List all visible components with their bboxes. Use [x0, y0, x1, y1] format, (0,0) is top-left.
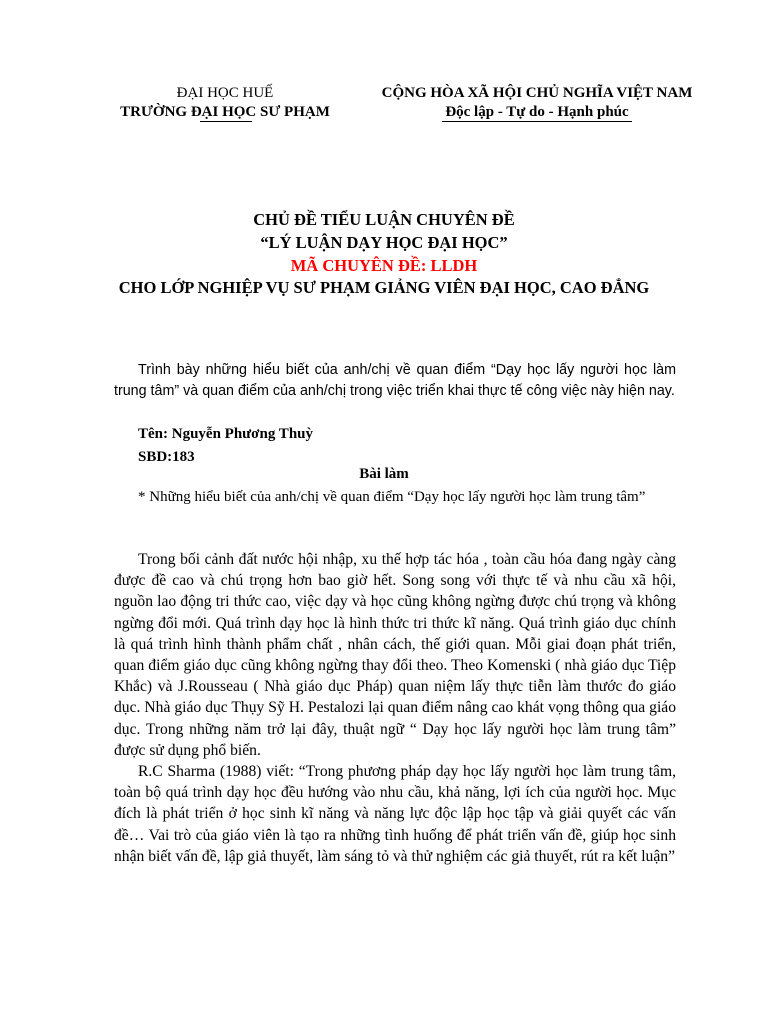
header-right: [362, 84, 712, 122]
national-motto: Độc lập - Tự do - Hạnh phúc: [445, 104, 629, 120]
section-heading-text: * Những hiểu biết của anh/chị về quan điểm “Dạy học lấy người học làm trung tâm”: [138, 489, 646, 505]
title-line-4: CHO LỚP NGHIỆP VỤ SƯ PHẠM GIẢNG VIÊN ĐẠI HỌC, CAO ĐẲNG: [118, 278, 650, 297]
school-name: TRƯỜNG ĐẠI HỌC SƯ PHẠM: [120, 104, 330, 120]
assignment-prompt: [114, 360, 676, 401]
title-line-1: CHỦ ĐỀ TIỂU LUẬN CHUYÊN ĐỀ: [253, 210, 515, 229]
topic-code: MÃ CHUYÊN ĐỀ: LLDH: [290, 256, 478, 275]
section-heading: [114, 487, 676, 508]
header-left-underline: [200, 121, 252, 122]
header-left: [104, 84, 346, 122]
assignment-prompt-text: Trình bày những hiểu biết của anh/chị về quan điểm “Dạy học lấy người học làm trung tâm” và quan điểm của anh/chị trong việc triển khai thực tế công việc này hiện nay.: [114, 362, 676, 399]
paragraph: R.C Sharma (1988) viết: “Trong phương pháp dạy học lấy người học làm trung tâm, toàn bộ quá trình dạy học đều hướng vào nhu cầu, khả năng, lợi ích của người học. Mục đích là phát triển ở học sinh kĩ năng và năng lực độc lập học tập và giải quyết các vấn đề… Vai trò của giáo viên là tạo ra những tình huống để phát triển vấn đề, giúp học sinh nhận biết vấn đề, lập giả thuyết, làm sáng tỏ và thử nghiệm các giả thuyết, rút ra kết luận”: [114, 763, 676, 865]
header-right-underline: [442, 121, 632, 122]
body-text: [114, 549, 676, 867]
title-line-2: “LÝ LUẬN DẠY HỌC ĐẠI HỌC”: [260, 233, 508, 252]
university-name: ĐẠI HỌC HUẾ: [176, 85, 274, 101]
national-title: CỘNG HÒA XÃ HỘI CHỦ NGHĨA VIỆT NAM: [381, 85, 693, 101]
answer-heading: Bài làm: [359, 466, 409, 482]
student-name: Tên: Nguyễn Phương Thuỳ: [138, 426, 313, 442]
paragraph: Trong bối cảnh đất nước hội nhập, xu thế hợp tác hóa , toàn cầu hóa đang ngày càng được đề cao và chú trọng hơn bao giờ hết. Song song với thực tế và nhu cầu xã hội, nguồn lao động tri thức cao, việc dạy và học cũng không ngừng được chú trọng và không ngừng đổi mới. Quá trình dạy học là hình thức tri thức kĩ năng. Quá trình giáo dục chính là quá trình hình thành phẩm chất , nhân cách, thế giới quan. Mỗi giai đoạn phát triển, quan điểm giáo dục cũng không ngừng thay đổi theo. Theo Komenski ( nhà giáo dục Tiệp Khắc) và J.Rousseau ( Nhà giáo dục Pháp) quan niệm lấy thực tiễn làm thước đo giáo dục. Nhà giáo dục Thụy Sỹ H. Pestalozi lại quan điểm nâng cao khát vọng thông qua giáo dục. Trong những năm trở lại đây, thuật ngữ “ Dạy học lấy người học làm trung tâm” được sử dụng phổ biến.: [114, 551, 676, 759]
student-number: SBD:183: [138, 449, 195, 465]
